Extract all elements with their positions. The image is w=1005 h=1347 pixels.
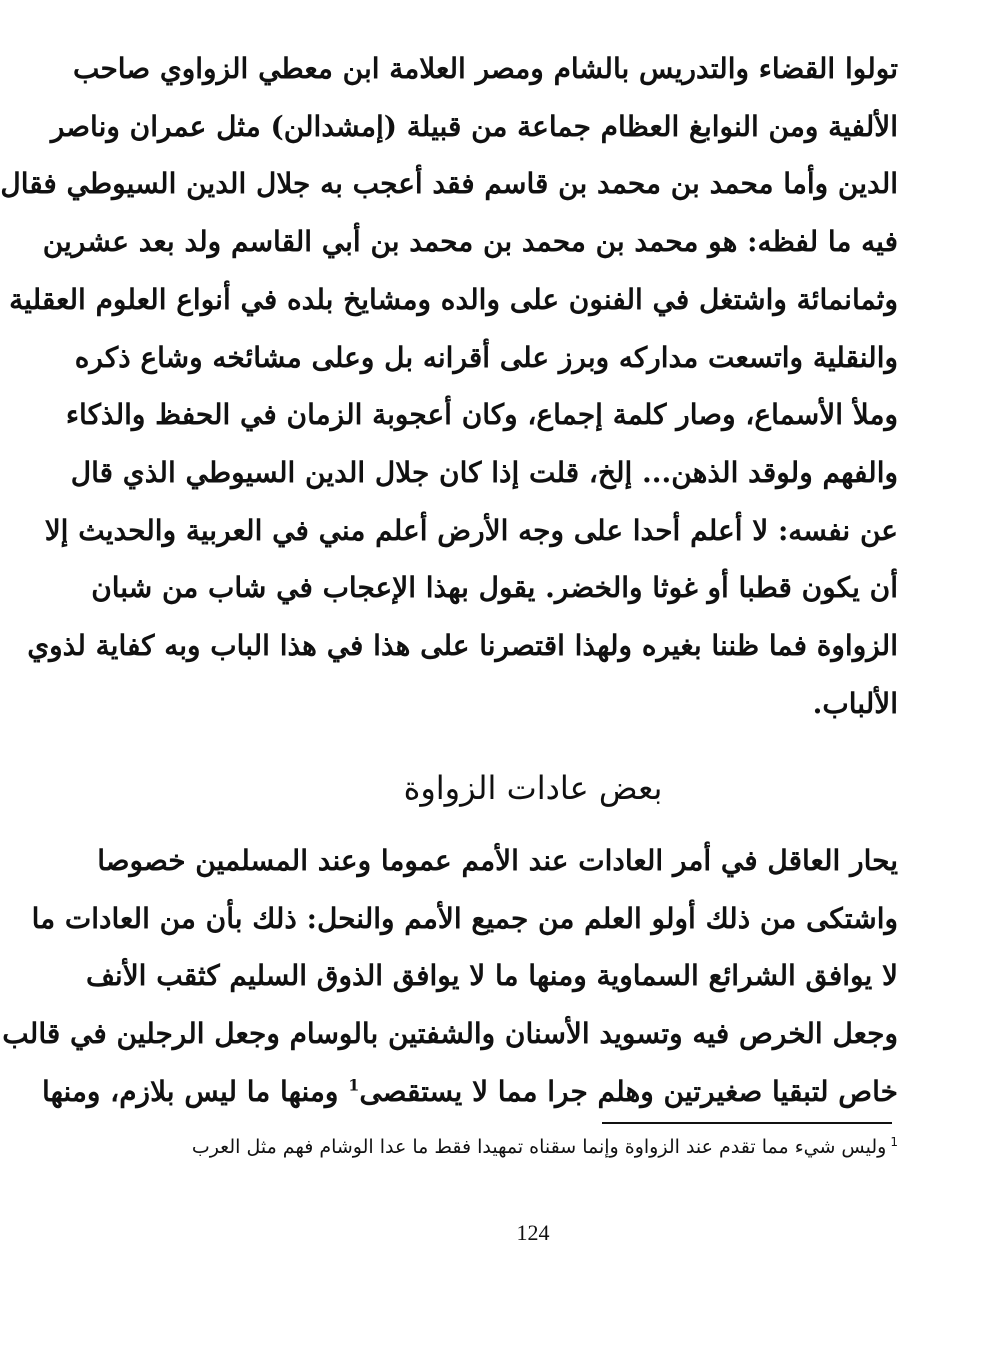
paragraph-1-line: الألفية ومن النوابغ العظام جماعة من قبيلة (إمشدالن) مثل عمران وناصر [50, 109, 898, 143]
footnote-separator [602, 1122, 892, 1124]
book-page [0, 40, 898, 1340]
footnote [168, 1132, 898, 1162]
paragraph-1-line: الزواوة فما ظننا بغيره ولهذا اقتصرنا على هذا في هذا الباب وبه كفاية لذوي [27, 629, 898, 663]
paragraph-1 [0, 40, 898, 732]
paragraph-2-line: يحار العاقل في أمر العادات عند الأمم عموما وعند المسلمين خصوصا [97, 844, 898, 877]
paragraph-1-line: والنقلية واتسعت مداركه وبرز على أقرانه بل وعلى مشائخه وشاع ذكره [74, 340, 898, 374]
paragraph-1-line: وملأ الأسماع، وصار كلمة إجماع، وكان أعجوبة الزمان في الحفظ والذكاء [65, 398, 898, 432]
section-heading: بعض عادات الزواوة [403, 769, 663, 807]
paragraph-1-line: تولوا القضاء والتدريس بالشام ومصر العلامة ابن معطي الزواوي صاحب [72, 52, 898, 85]
footnote-text: وليس شيء مما تقدم عند الزواوة وإنما سقناه تمهيدا فقط ما عدا الوشام فهم مثل العرب [191, 1136, 887, 1158]
footnote-marker: 1 [890, 1134, 898, 1149]
paragraph-2-line: لا يوافق الشرائع السماوية ومنها ما لا يوافق الذوق السليم كثقب الأنف [85, 959, 898, 993]
paragraph-1-line: والفهم ولوقد الذهن... إلخ، قلت إذا كان جلال الدين السيوطي الذي قال [70, 455, 898, 489]
paragraph-1-line: وثمانمائة واشتغل في الفنون على والده ومشايخ بلده في أنواع العلوم العقلية [9, 282, 898, 316]
paragraph-1-line: عن نفسه: لا أعلم أحدا على وجه الأرض أعلم مني في العربية والحديث إلا [44, 513, 898, 547]
paragraph-2-line: واشتكى من ذلك أولو العلم من جميع الأمم والنحل: ذلك بأن من العادات ما [31, 901, 898, 935]
page-number: 124 [516, 1220, 550, 1245]
paragraph-1-line: الدين وأما محمد بن محمد بن قاسم فقد أعجب به جلال الدين السيوطي فقال [0, 167, 898, 201]
paragraph-2-line [42, 1063, 898, 1121]
footnote-reference: 1 [348, 1075, 360, 1095]
paragraph-1-line: أن يكون قطبا أو غوثا والخضر. يقول بهذا الإعجاب في شاب من شبان [91, 571, 898, 605]
paragraph-2 [2, 832, 898, 1121]
paragraph-1-line: فيه ما لفظه: هو محمد بن محمد بن محمد بن أبي القاسم ولد بعد عشرين [42, 225, 898, 259]
paragraph-1-line: الألباب. [812, 686, 898, 720]
paragraph-2-line-text: خاص لتبقيا صغيرتين وهلم جرا مما لا يستقصى [359, 1074, 898, 1108]
paragraph-2-line-text: ومنها ما ليس بلازم، ومنها [42, 1074, 349, 1108]
paragraph-2-line: وجعل الخرص فيه وتسويد الأسنان والشفتين بالوسام وجعل الرجلين في قالب [2, 1017, 898, 1051]
